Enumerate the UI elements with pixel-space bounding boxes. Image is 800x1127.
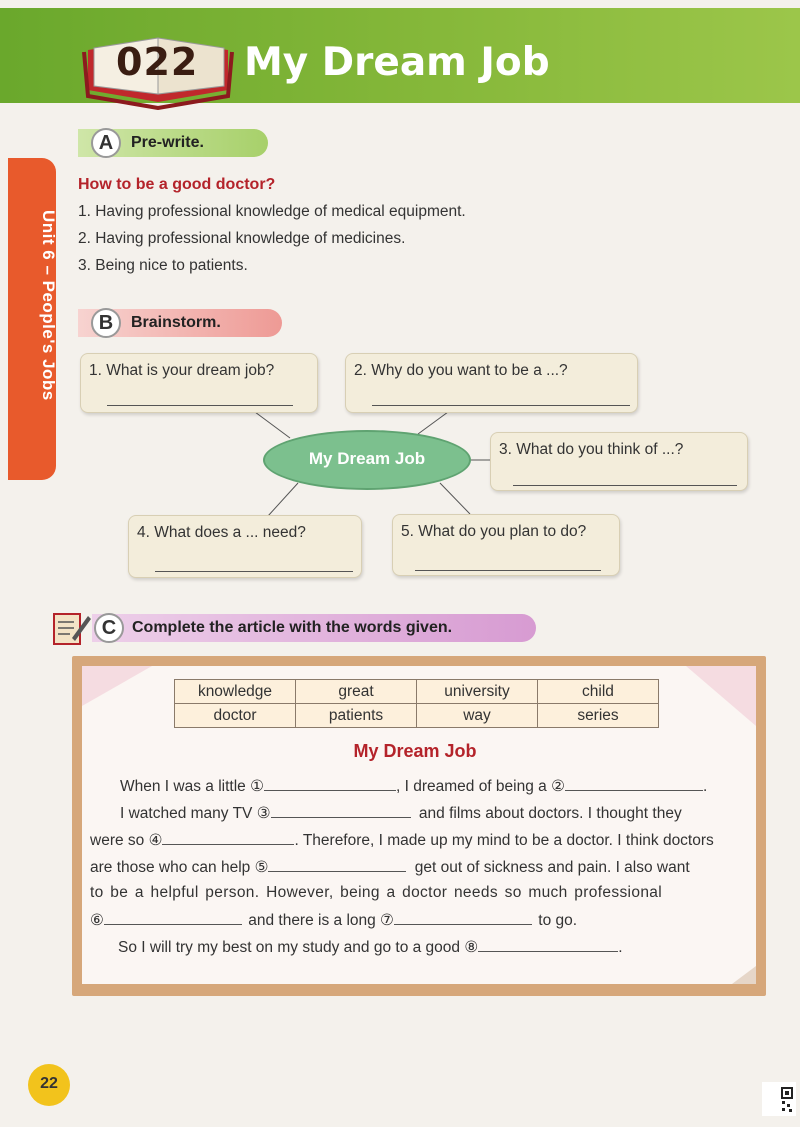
article-text: to go. [538, 912, 578, 929]
article-title: My Dream Job [353, 741, 477, 761]
brainstorm-question: 3. What do you think of ...? [499, 441, 684, 458]
list-item: 1. Having professional knowledge of medical equipment. [78, 203, 466, 220]
blank-2[interactable] [565, 776, 703, 791]
blank-6[interactable] [104, 910, 242, 925]
article-line-5 [90, 884, 662, 902]
brainstorm-box-3[interactable] [490, 432, 748, 491]
word-cell: great [296, 680, 417, 704]
blank-5[interactable] [268, 857, 406, 872]
article-line-2 [120, 803, 682, 823]
list-item: 2. Having professional knowledge of medicines. [78, 230, 406, 247]
list-item: 3. Being nice to patients. [78, 257, 248, 274]
article-text: get out of sickness and pain. I also want [414, 859, 690, 876]
section-c-badge: C [94, 613, 124, 643]
blank-4[interactable] [162, 830, 294, 845]
brainstorm-box-2[interactable] [345, 353, 638, 413]
article-line-1 [120, 776, 707, 796]
qr-code-icon [762, 1082, 796, 1116]
table-row [175, 680, 659, 704]
answer-line [372, 405, 630, 406]
blank-1[interactable] [264, 776, 396, 791]
article-text: When I was a little ① [120, 778, 264, 795]
section-c-label: Complete the article with the words given. [132, 619, 453, 636]
blank-7[interactable] [394, 910, 532, 925]
article-line-4 [90, 857, 690, 877]
section-a-badge: A [91, 128, 121, 158]
article-text: and there is a long ⑦ [248, 912, 394, 929]
brainstorm-box-4[interactable] [128, 515, 362, 578]
word-cell: university [417, 680, 538, 704]
article-text: I watched many TV ③ [120, 805, 271, 822]
article-text: . Therefore, I made up my mind to be a doctor. I think doctors [294, 832, 714, 849]
article-text: were so ④ [90, 832, 163, 849]
page-number: 22 [40, 1075, 58, 1092]
article-text: So I will try my best on my study and go to a good ⑧ [118, 939, 479, 956]
article-text: to be a helpful person. However, being a doctor needs so much professional [90, 884, 663, 901]
brainstorm-box-5[interactable] [392, 514, 620, 576]
word-cell: child [538, 680, 659, 704]
blank-8[interactable] [478, 937, 618, 952]
article-text: . [702, 778, 708, 795]
section-a-question: How to be a good doctor? [78, 176, 276, 193]
brainstorm-question: 5. What do you plan to do? [401, 523, 587, 540]
word-cell: way [417, 704, 538, 728]
article-text: are those who can help ⑤ [90, 859, 269, 876]
section-b-label: Brainstorm. [131, 314, 221, 331]
brainstorm-question: 1. What is your dream job? [89, 362, 275, 379]
blank-3[interactable] [271, 803, 411, 818]
answer-line [155, 571, 353, 572]
answer-line [107, 405, 293, 406]
article-line-3 [90, 830, 714, 850]
section-b-badge: B [91, 308, 121, 338]
pencil-notepad-icon [52, 610, 92, 646]
word-cell: series [538, 704, 659, 728]
word-cell: knowledge [175, 680, 296, 704]
table-row [175, 704, 659, 728]
lesson-number: 022 [116, 40, 199, 84]
article-text: and films about doctors. I thought they [418, 805, 682, 822]
article-line-6 [90, 910, 577, 930]
word-cell: patients [296, 704, 417, 728]
answer-line [513, 485, 737, 486]
page-title: My Dream Job [244, 40, 550, 85]
word-cell: doctor [175, 704, 296, 728]
article-line-7 [118, 937, 623, 957]
brainstorm-question: 2. Why do you want to be a ...? [354, 362, 568, 379]
unit-side-tab-label: Unit 6 – People's Jobs [39, 210, 58, 401]
brainstorm-box-1[interactable] [80, 353, 318, 413]
brainstorm-question: 4. What does a ... need? [137, 524, 306, 541]
article-text: . [618, 939, 623, 956]
answer-line [415, 570, 601, 571]
word-bank-table [174, 679, 659, 728]
mindmap-center-label: My Dream Job [308, 449, 426, 468]
article-text: , I dreamed of being a ② [395, 778, 565, 795]
section-a-label: Pre-write. [131, 134, 204, 151]
article-text: ⑥ [90, 912, 104, 929]
